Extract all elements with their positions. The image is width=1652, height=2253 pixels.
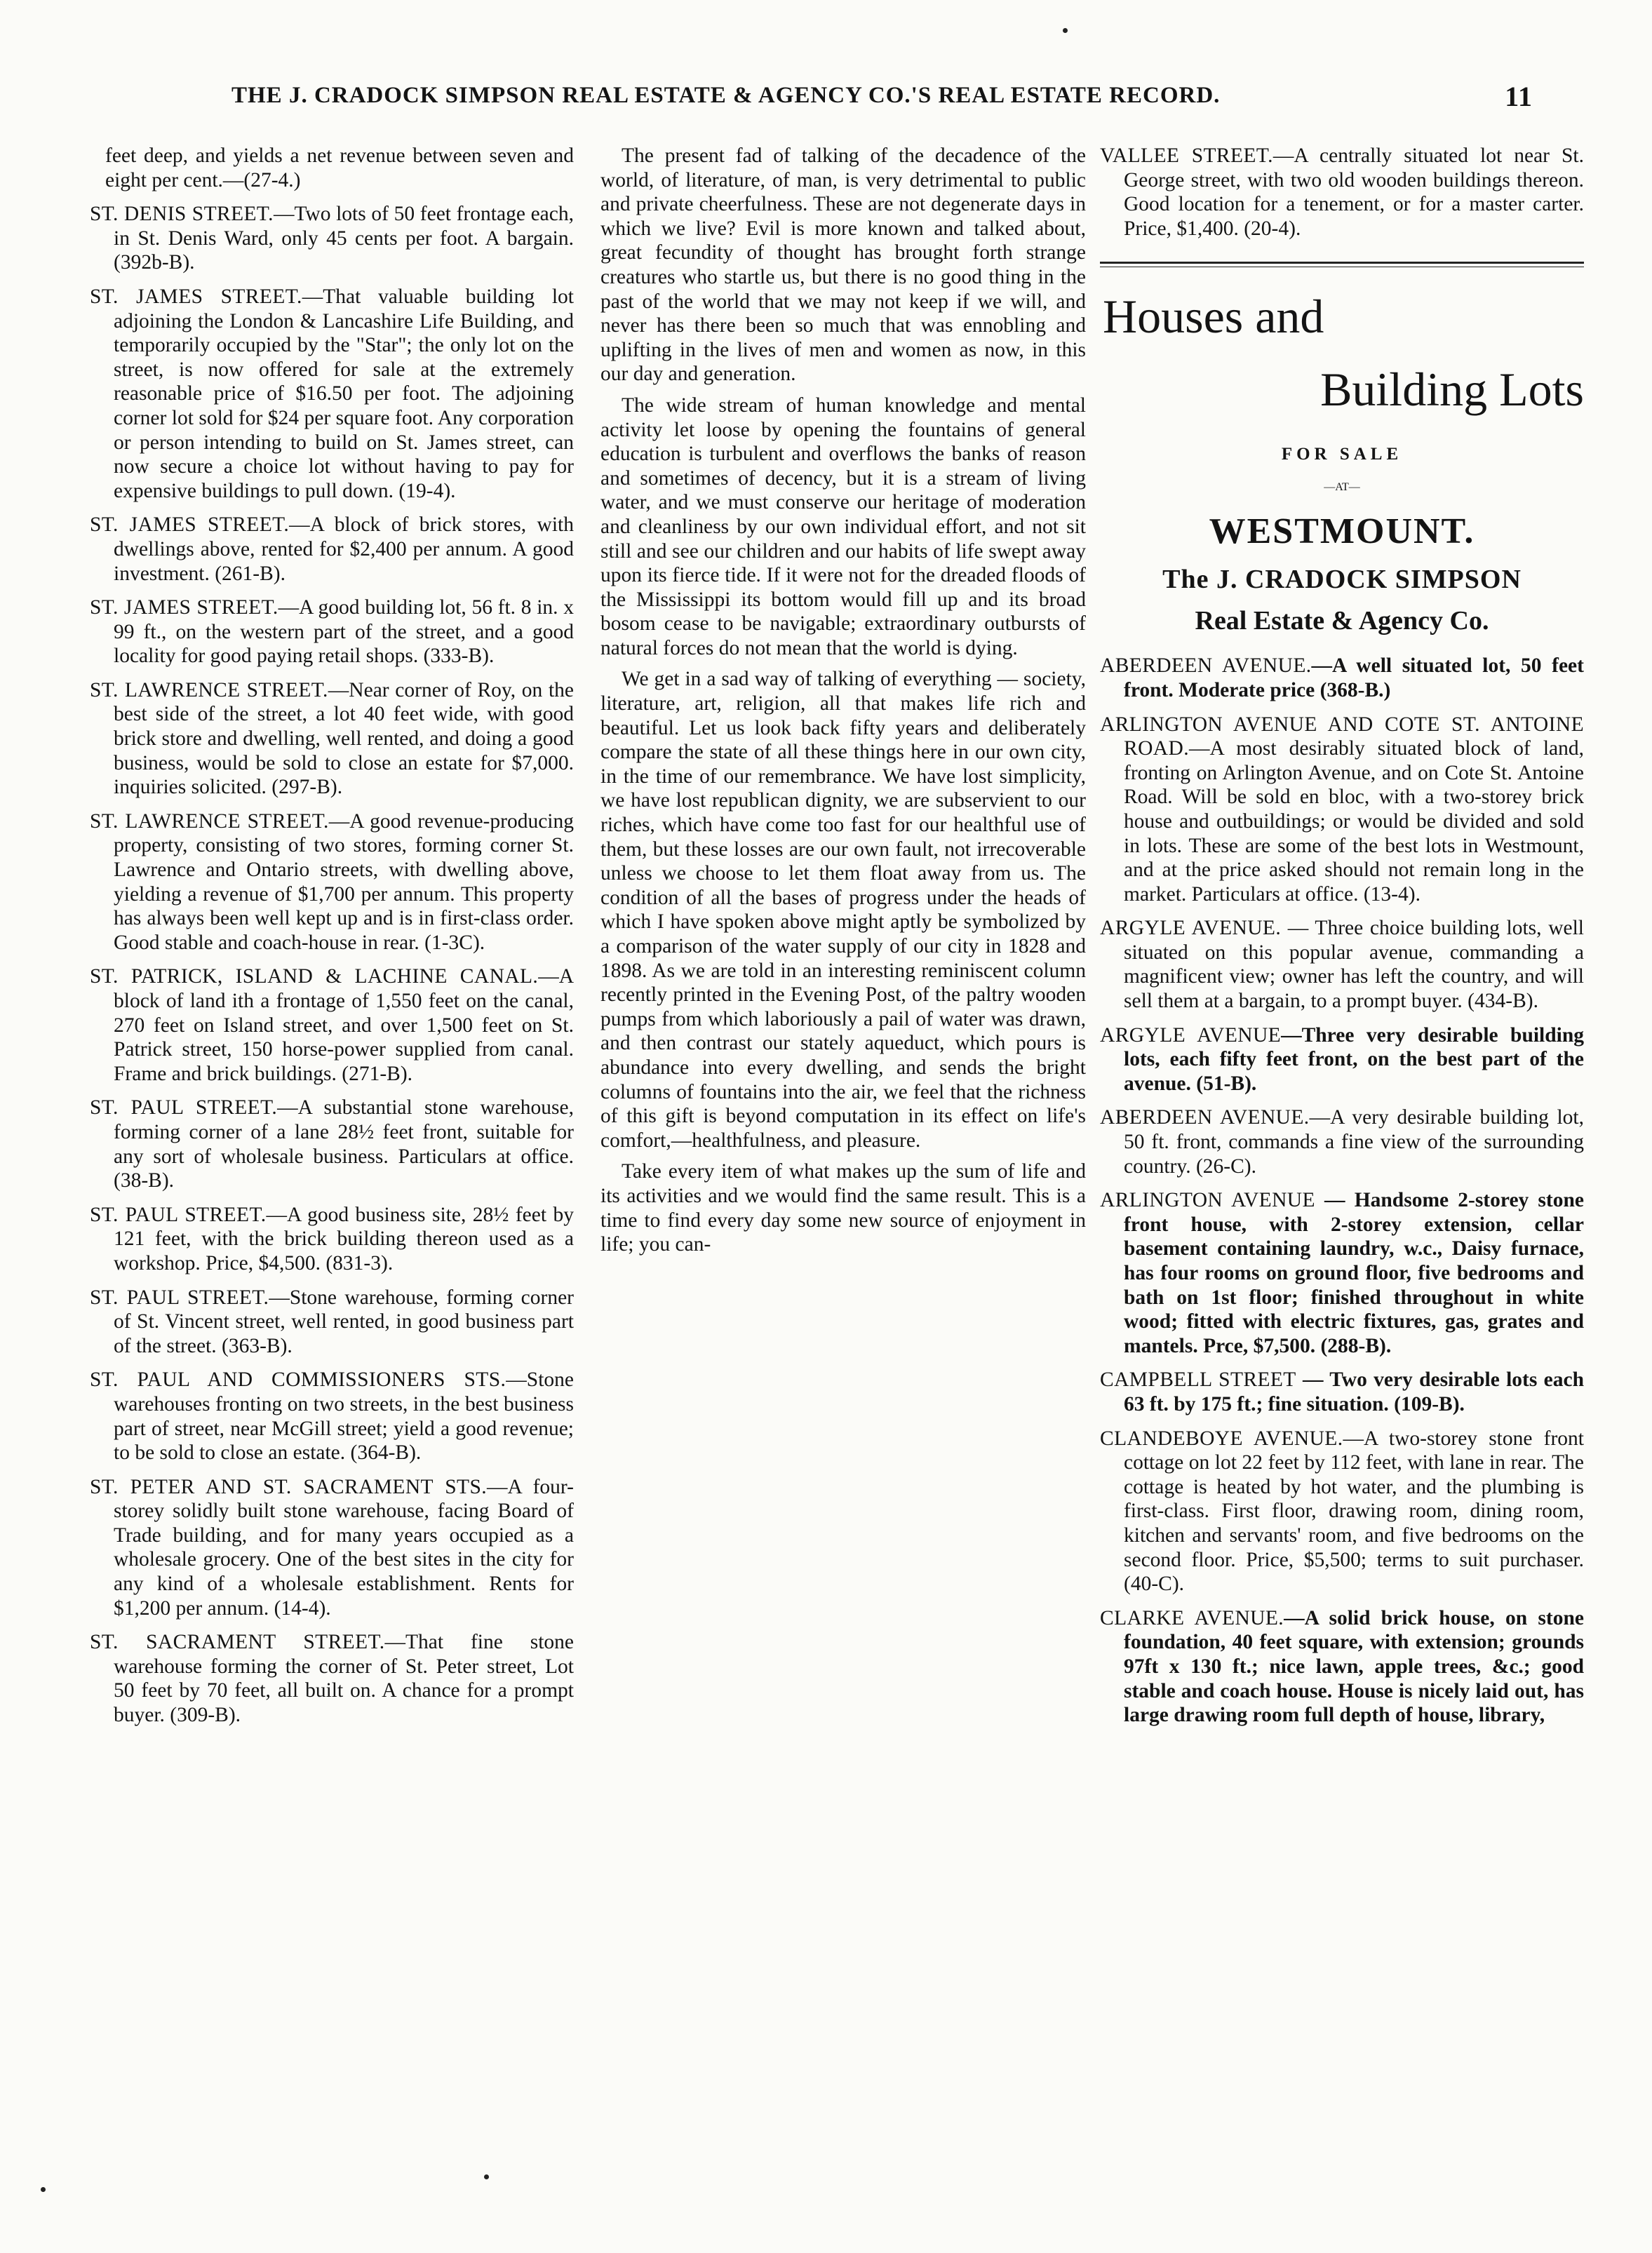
editorial-paragraph: Take every item of what makes up the sum of life and its activities and we would find the same result. This is a time to find every day some new source of enjoyment in life; you can- xyxy=(600,1160,1086,1256)
listing-entry xyxy=(90,513,574,586)
editorial-paragraph: The wide stream of human knowledge and mental activity let loose by opening the fountains of general education is turbulent and overflows the banks of reason and sometimes of decency, but it is a stream of living water, and we must conserve our heritage of moderation and cleanliness by our own individual effort, and not sit still and see our children and our habits of life swept away upon its fierce tide. If it were not for the dreaded floods of the Mississippi its bottom would fill up and its broad bosom cease to be navigable; extraordinary outbursts of natural forces do not mean that the world is dying. xyxy=(600,394,1086,659)
listing-street: ST. PATRICK, ISLAND & LACHINE CANAL. xyxy=(90,965,539,988)
listing-street: ST. PAUL STREET. xyxy=(90,1286,269,1309)
listing-entry xyxy=(90,1368,574,1465)
listing-text: —A two-storey stone front cottage on lot 22 feet by 112 feet, with lane in rear. The cottage is heated by hot water, and the plumbing is first-class. First floor, drawing room, dining room, kitchen and servants' room, and five bedrooms on the second floor. Price, $5,500; terms to suit purchaser. (40-C). xyxy=(1124,1427,1584,1596)
listing-entry xyxy=(90,1096,574,1192)
listing-entry xyxy=(1100,1188,1584,1358)
ink-speck xyxy=(484,2174,489,2179)
listing-street: ST. DENIS STREET. xyxy=(90,203,274,226)
listing-entry xyxy=(90,285,574,503)
listing-text: —A most desirably situated block of land, fronting on Arlington Avenue, and on Cote St. Antoine Road. Will be sold en bloc, with a two-storey brick house and outbuildings; or would be divided and sold in lots. These are some of the best lots in Westmount, and at the price asked should not remain long in the market. Particulars at office. (13-4). xyxy=(1124,737,1584,906)
listing-text: —A very desirable building lot, 50 ft. front, commands a fine view of the surrounding country. (26-C). xyxy=(1124,1106,1584,1178)
listing-street: VALLEE STREET. xyxy=(1100,144,1273,167)
editorial-paragraph: We get in a sad way of talking of everything — society, literature, art, religion, all that makes life rich and beautiful. Let us look back fifty years and deliberately compare the state of all these things here in our own city, in the time of our remembrance. We have lost simplicity, we have lost republican dignity, we are subservient to our riches, which have come too fast for our healthful use of them, but these losses are our own fault, not irrecoverable unless we choose to let them float away from us. The condition of all the bases of progress under the heads of which I have spoken above might aptly be symbolized by a comparison of the water supply of our city in 1828 and 1898. As we are told in an interesting reminiscent column recently printed in the Evening Post, of the paltry wooden pumps from which laboriously a pail of water was drawn, and then contrast our stately aqueduct, which pours is abundance into every dwelling, and sends the bright columns of fountains into the air, we feel that the richness of this gift is beyond computation in its effect on life's comfort,—healthfulness, and pleasure. xyxy=(600,668,1086,1152)
listing-street: ST. PAUL STREET. xyxy=(90,1096,278,1119)
listing-text: —Near corner of Roy, on the best side of the street, a lot 40 feet wide, with good brick store and dwelling, well rented, and doing a good business, would be sold to close an estate for $7,000. inquiries solicited. (297-B). xyxy=(114,678,574,799)
listing-text: —That valuable building lot adjoining the London & Lancashire Life Building, and temporarily occupied by the "Star"; the only lot on the street, is now offered for sale at the extremely reasonable price of $16.50 per foot. The adjoining corner lot sold for $24 per square foot. Any corporation or person intending to build on St. James street, can now secure a choice lot without having to pay for expensive buildings to pull down. (19-4). xyxy=(114,285,574,502)
page-number: 11 xyxy=(1505,81,1533,112)
listing-street: ST. JAMES STREET. xyxy=(90,513,290,537)
ad-at: —AT— xyxy=(1324,480,1360,493)
listing-street: CLARKE AVENUE. xyxy=(1100,1606,1284,1629)
listing-street: ST. LAWRENCE STREET. xyxy=(90,809,329,833)
listing-street: CAMPBELL STREET xyxy=(1100,1368,1296,1392)
ink-speck xyxy=(41,2187,46,2192)
listing-text: —Two lots of 50 feet frontage each, in St. Denis Ward, only 45 cents per foot. A bargain. (392b-B). xyxy=(114,203,574,274)
listing-text: —Three very desirable building lots, each fifty feet front, on the best part of the avenue. (51-B). xyxy=(1124,1023,1584,1095)
listing-entry xyxy=(90,202,574,275)
editorial-paragraph: The present fad of talking of the decadence of the world, of literature, of man, is very detrimental to public and private cheerfulness. These are not degenerate days in which we live? Evil is more known and talked about, great fecundity of thought has brought forth strange creatures who startle us, but there is no good thing in the past of the world that we may not keep if we will, and never has there been so much that was ennobling and uplifting in the lives of men and women as now, in this our day and generation. xyxy=(600,144,1086,386)
ad-headline-houses: Houses and xyxy=(1103,290,1324,344)
listing-entry xyxy=(1100,1606,1584,1728)
listing-text: —Stone warehouses fronting on two streets, in the best business part of street, near McGill street; yield a good revenue; to be sold to close an estate. (364-B). xyxy=(114,1368,574,1465)
ad-headline-building-lots: Building Lots xyxy=(1320,363,1584,417)
listing-entry xyxy=(1100,1105,1584,1178)
listing-street: ST. SACRAMENT STREET. xyxy=(90,1631,385,1654)
listing-entry xyxy=(90,678,574,800)
listing-text: —A block of land ith a frontage of 1,550 feet on the canal, 270 feet on Island street, and over 1,500 feet on St. Patrick street, 150 horse-power supplied from canal. Frame and brick buildings. (271-B). xyxy=(114,965,574,1085)
listing-entry xyxy=(1100,1368,1584,1416)
listing-street: ST. PAUL STREET. xyxy=(90,1203,267,1226)
listing-entry xyxy=(90,596,574,668)
column-right xyxy=(1100,144,1584,2220)
listing-text: —A substantial stone warehouse, forming corner of a lane 28½ feet front, suitable for any sort of wholesale business. Particulars at office. (38-B). xyxy=(114,1096,574,1192)
listing-text: — Three choice building lots, well situated on this popular avenue, commanding a magnificent view; owner has left the country, and will sell them at a bargain, to a prompt buyer. (434-B). xyxy=(1124,917,1584,1013)
ad-company-name: The J. CRADOCK SIMPSON xyxy=(1162,565,1522,595)
listing-continuation: feet deep, and yields a net revenue between seven and eight per cent.—(27-4.) xyxy=(105,144,574,191)
listing-entry xyxy=(90,1630,574,1727)
listing-text: —A centrally situated lot near St. George street, with two old wooden buildings thereon. Good location for a tenement, or for a master carter. Price, $1,400. (20-4). xyxy=(1124,144,1584,240)
listing-text: —A four-storey solidly built stone warehouse, facing Board of Trade building, and for many years occupied as a wholesale grocery. One of the best sites in the city for any kind of a wholesale establishment. Rents for $1,200 per annum. (14-4). xyxy=(114,1475,574,1620)
divider-rule xyxy=(1100,262,1584,264)
listing-entry xyxy=(90,964,574,1086)
listing-text: —A good building lot, 56 ft. 8 in. x 99 ft., on the western part of the street, and a good locality for good paying retail shops. (333-B). xyxy=(114,596,574,668)
editorial-text xyxy=(600,144,1086,1257)
listing-entry xyxy=(1100,916,1584,1013)
listing-entry xyxy=(1100,1427,1584,1596)
listing-street: ARLINGTON AVENUE xyxy=(1100,1189,1315,1212)
listing-entry xyxy=(1100,654,1584,702)
listing-text: — Handsome 2-storey stone front house, with 2-storey extension, cellar basement containing laundry, w.c., Daisy furnace, has four rooms on ground floor, five bedrooms and bath on 1st floor; finished throughout in white wood; fitted with electric fixtures, gas, grates and mantels. Prce, $7,500. (288-B). xyxy=(1124,1189,1584,1357)
listing-entry xyxy=(1100,144,1584,241)
listing-street: ST. PETER AND ST. SACRAMENT STS. xyxy=(90,1475,488,1498)
ink-speck xyxy=(1063,28,1068,33)
listing-street: ABERDEEN AVENUE. xyxy=(1100,1106,1310,1129)
running-title: THE J. CRADOCK SIMPSON REAL ESTATE & AGENCY CO.'S REAL ESTATE RECORD. xyxy=(231,83,1221,108)
listing-text: —A block of brick stores, with dwellings above, rented for $2,400 per annum. A good investment. (261-B). xyxy=(114,513,574,585)
column-middle-editorial xyxy=(600,144,1086,2220)
listing-street: ST. JAMES STREET. xyxy=(90,596,278,619)
listing-text: —That fine stone warehouse forming the corner of St. Peter street, Lot 50 feet by 70 feet, all built on. A chance for a prompt buyer. (309-B). xyxy=(114,1631,574,1727)
listing-list xyxy=(90,202,574,1727)
listing-entry xyxy=(1100,713,1584,907)
listing-entry xyxy=(90,1203,574,1276)
listing-street: ST. PAUL AND COMMISSIONERS STS. xyxy=(90,1368,506,1392)
ad-company-subtitle: Real Estate & Agency Co. xyxy=(1195,605,1489,635)
listing-street: ST. JAMES STREET. xyxy=(90,285,302,308)
listing-text: —A well situated lot, 50 feet front. Moderate price (368-B.) xyxy=(1124,654,1584,701)
listing-street: ARGYLE AVENUE xyxy=(1100,1023,1282,1047)
listing-text: —A good revenue-producing property, consisting of two stores, forming corner St. Lawrence and Ontario streets, with dwelling above, yielding a revenue of $1,700 per annum. This property has always been well kept up and is in first-class order. Good stable and coach-house in rear. (1-3C). xyxy=(114,809,574,954)
listing-street: ABERDEEN AVENUE. xyxy=(1100,654,1312,678)
listing-text: —A good business site, 28½ feet by 121 feet, with the brick building thereon used as a workshop. Price, $4,500. (831-3). xyxy=(114,1203,574,1275)
listing-text: —A solid brick house, on stone foundation, 40 feet square, with extension; grounds 97ft x 130 ft.; nice lawn, apple trees, &c.; good stable and coach house. House is nicely laid out, has large drawing room full depth of house, library, xyxy=(1124,1606,1584,1727)
listing-text: — Two very desirable lots each 63 ft. by 175 ft.; fine situation. (109-B). xyxy=(1124,1368,1584,1415)
listing-street: ARGYLE AVENUE. xyxy=(1100,917,1282,940)
listing-street: CLANDEBOYE AVENUE. xyxy=(1100,1427,1343,1450)
listing-street: ST. LAWRENCE STREET. xyxy=(90,678,328,701)
listing-entry xyxy=(1100,1023,1584,1096)
ad-for-sale: FOR SALE xyxy=(1281,445,1403,464)
westmount-listing-list xyxy=(1100,654,1584,1727)
listing-text: —Stone warehouse, forming corner of St. Vincent street, well rented, in good business part of the street. (363-B). xyxy=(114,1286,574,1357)
listing-entry xyxy=(90,1475,574,1621)
ad-place-westmount: WESTMOUNT. xyxy=(1209,511,1475,551)
column-left xyxy=(90,144,574,2220)
listing-street: ARLINGTON AVENUE AND COTE ST. ANTOINE ROAD. xyxy=(1100,713,1584,760)
listing-entry xyxy=(90,809,574,955)
listing-entry xyxy=(90,1286,574,1359)
page-header xyxy=(231,83,1533,122)
